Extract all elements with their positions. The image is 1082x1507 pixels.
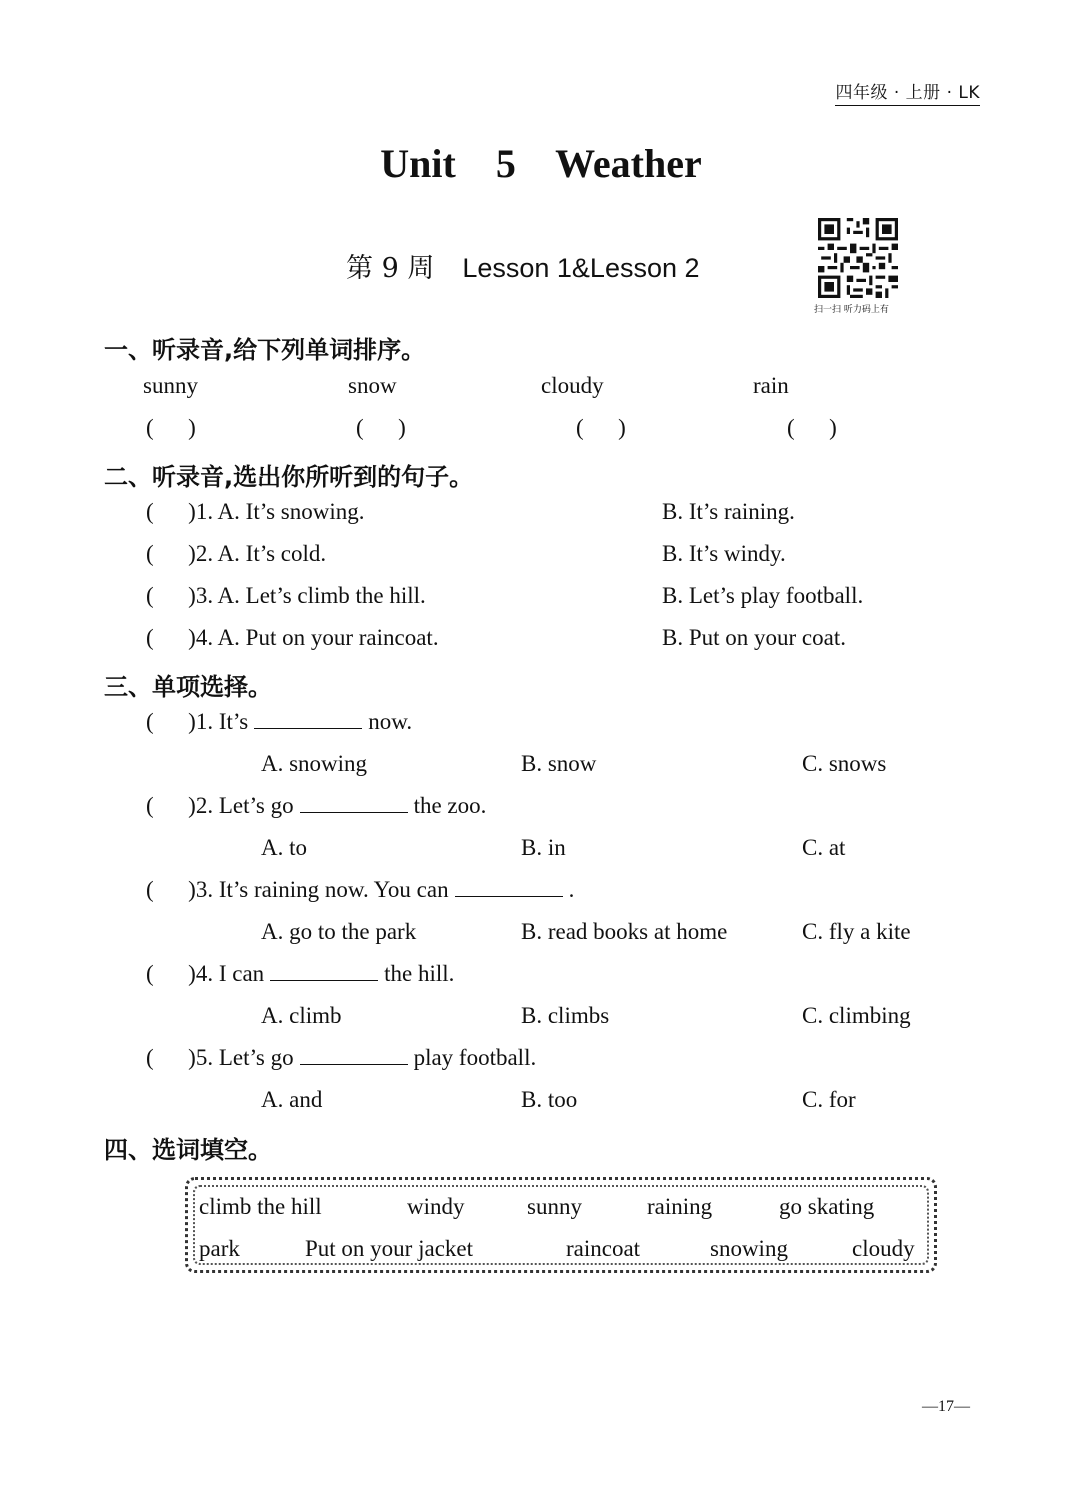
answer-paren[interactable]: ( ) [146,583,196,608]
answer-blank[interactable] [300,1063,408,1065]
section3-heading: 三、单项选择。 [104,673,272,701]
option-b: B. snow [521,751,597,776]
word-bank-box [185,1177,937,1273]
answer-blank[interactable] [254,727,362,729]
section1-heading: 一、听录音,给下列单词排序。 [104,336,426,364]
answer-paren[interactable]: ( ) [787,415,837,440]
word-sunny: sunny [143,373,198,398]
answer-paren[interactable]: ( ) [576,415,626,440]
qr-code-icon [818,218,898,298]
item-text: 1. A. It’s snowing. [195,499,365,524]
option-c: C. fly a kite [802,919,911,944]
section2-heading: 二、听录音,选出你所听到的句子。 [104,463,474,491]
item-text: . [568,877,575,902]
word-bank-item: cloudy [852,1236,915,1261]
week-label: 第 9 周 [346,253,435,284]
item-text: 1. It’s [195,709,249,734]
answer-paren[interactable]: ( ) [146,793,196,818]
option-a: A. and [261,1087,323,1112]
section2-item-1 [146,499,365,525]
option-a: A. climb [261,1003,342,1028]
word-bank-item: Put on your jacket [305,1236,473,1261]
section2-item-4 [146,625,439,651]
answer-blank[interactable] [270,979,378,981]
option-c: C. for [802,1087,856,1112]
lesson-label: Lesson 1&Lesson 2 [462,253,700,283]
answer-paren[interactable]: ( ) [146,1045,196,1070]
word-bank-item: go skating [779,1194,875,1219]
word-bank-item: snowing [710,1236,788,1261]
word-bank-item: sunny [527,1194,582,1219]
word-bank-item: raincoat [566,1236,641,1261]
item-text: now. [368,709,413,734]
word-rain: rain [753,373,789,398]
answer-paren[interactable]: ( ) [356,415,406,440]
item-text: the zoo. [413,793,487,818]
section3-item-4 [146,961,454,987]
option-c: C. snows [802,751,887,776]
word-bank-item: park [199,1236,240,1261]
section3-item-2 [146,793,486,819]
section4-heading: 四、选词填空。 [104,1136,272,1164]
section2-item-3 [146,583,426,609]
answer-paren[interactable]: ( ) [146,961,196,986]
word-bank-item: raining [647,1194,713,1219]
option-b: B. climbs [521,1003,610,1028]
option-b: B. It’s raining. [662,499,795,524]
word-cloudy: cloudy [541,373,604,398]
option-a: A. go to the park [261,919,417,944]
item-text: 3. A. Let’s climb the hill. [195,583,426,608]
answer-blank[interactable] [455,895,563,897]
item-text: 4. A. Put on your raincoat. [195,625,439,650]
item-text: 5. Let’s go [195,1045,294,1070]
section3-item-5 [146,1045,536,1071]
option-b: B. read books at home [521,919,728,944]
option-b: B. in [521,835,566,860]
item-text: the hill. [384,961,455,986]
word-bank-item: windy [407,1194,465,1219]
word-snow: snow [348,373,397,398]
section3-item-3 [146,877,574,903]
item-text: play football. [413,1045,537,1070]
option-a: A. snowing [261,751,368,776]
option-b: B. Let’s play football. [662,583,864,608]
section2-item-2 [146,541,326,567]
week-title [346,246,700,285]
item-text: 2. A. It’s cold. [195,541,327,566]
answer-paren[interactable]: ( ) [146,877,196,902]
option-b: B. It’s windy. [662,541,786,566]
option-c: C. climbing [802,1003,911,1028]
item-text: 2. Let’s go [195,793,294,818]
answer-paren[interactable]: ( ) [146,625,196,650]
answer-paren[interactable]: ( ) [146,415,196,440]
item-text: 4. I can [195,961,265,986]
option-a: A. to [261,835,307,860]
option-b: B. Put on your coat. [662,625,846,650]
word-bank-item: climb the hill [199,1194,322,1219]
qr-caption: 扫一扫 听力码上有 [814,305,889,315]
unit-title: Unit 5 Weather [380,141,702,186]
item-text: 3. It’s raining now. You can [195,877,449,902]
answer-paren[interactable]: ( ) [146,541,196,566]
answer-blank[interactable] [300,811,408,813]
option-c: C. at [802,835,846,860]
page-number: —17— [922,1398,970,1415]
answer-paren[interactable]: ( ) [146,709,196,734]
section3-item-1 [146,709,412,735]
option-b: B. too [521,1087,578,1112]
answer-paren[interactable]: ( ) [146,499,196,524]
grade-label: 四年级 · 上册 · LK [835,78,980,106]
